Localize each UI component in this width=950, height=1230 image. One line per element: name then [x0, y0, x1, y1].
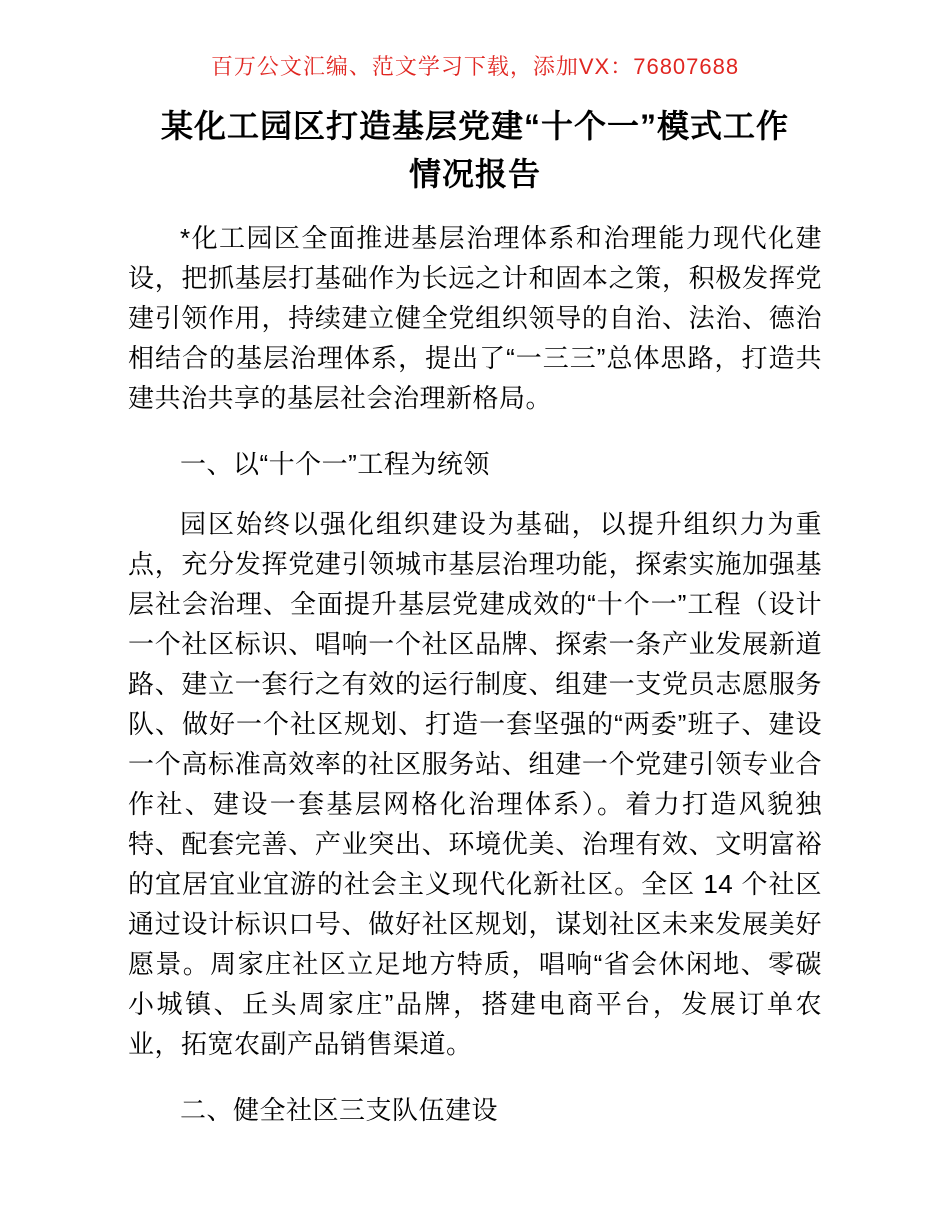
section-heading-1: 一、以“十个一”工程为统领 [180, 449, 490, 479]
document-title: 某化工园区打造基层党建“十个一”模式工作情况报告 [160, 108, 789, 192]
paragraph-section-1: 园区始终以强化组织建设为基础，以提升组织力为重点，充分发挥党建引领城市基层治理功能，探索实施加强基层社会治理、全面提升基层党建成效的“十个一”工程（设计一个社区标识、唱响一个社区品牌、探索一条产业发展新道路、建立一套行之有效的运行制度、组建一支党员志愿服务队、做好一个社区规划、打造一套坚强的“两委”班子、建设一个高标准高效率的社区服务站、组建一个党建引领专业合作社、建设一套基层网格化治理体系）。着力打造风貌独特、配套完善、产业突出、环境优美、治理有效、文明富裕的宜居宜业宜游的社会主义现代化新社区。全区 14 个社区通过设计标识口号、做好社区规划，谋划社区未来发展美好愿景。周家庄社区立足地方特质，唱响“省会休闲地、零碳小城镇、丘头周家庄”品牌，搭建电商平台，发展订单农业，拓宽农副产品销售渠道。 [128, 509, 822, 1059]
section-heading-2: 二、健全社区三支队伍建设 [180, 1095, 499, 1125]
watermark-header: 百万公文汇编、范文学习下载，添加VX：76807688 [210, 54, 740, 79]
paragraph-intro: *化工园区全面推进基层治理体系和治理能力现代化建设，把抓基层打基础作为长远之计和固本之策，积极发挥党建引领作用，持续建立健全党组织领导的自治、法治、德治相结合的基层治理体系，提出了“一三三”总体思路，打造共建共治共享的基层社会治理新格局。 [128, 223, 822, 413]
document-body [0, 218, 950, 1130]
